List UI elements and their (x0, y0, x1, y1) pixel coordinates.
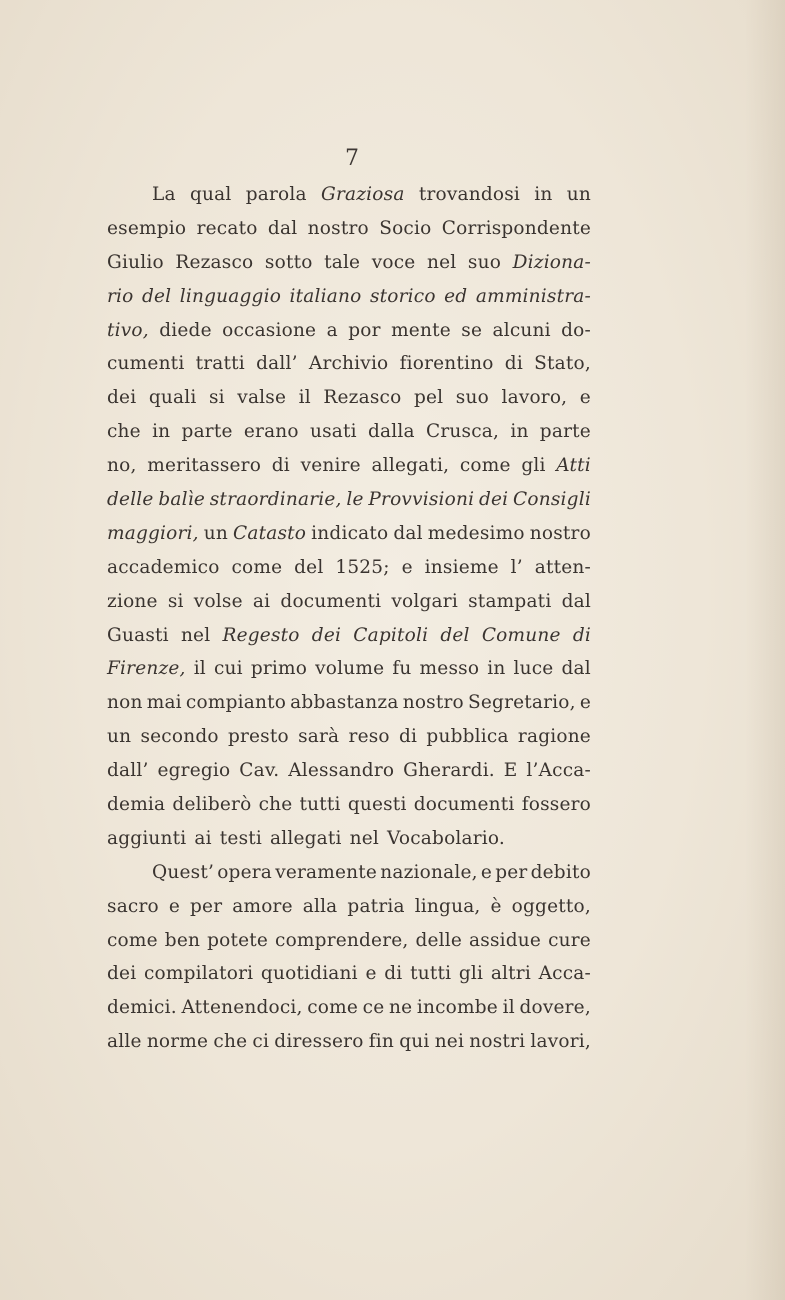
text-line (107, 652, 591, 686)
page-edge-shadow (745, 0, 785, 1300)
word: medesimo (427, 522, 525, 544)
word: ce (362, 997, 385, 1019)
word: nel (180, 624, 211, 646)
word: in (152, 421, 171, 443)
word: Giulio (107, 251, 164, 273)
text-line (107, 957, 591, 991)
word: un (566, 184, 591, 205)
word: voce (371, 251, 416, 273)
word: del (440, 624, 470, 646)
text-line (107, 856, 591, 890)
word: tratti (195, 353, 245, 375)
word: e (168, 895, 181, 917)
word: di (384, 963, 403, 985)
word: si (208, 387, 225, 409)
word: assidue (469, 929, 542, 951)
word: il (193, 658, 206, 680)
word: Graziosa (320, 184, 405, 205)
word: patria (347, 895, 405, 917)
word: tutti (299, 794, 341, 816)
word: alla (302, 895, 338, 917)
word: primo (250, 658, 308, 680)
word: linguaggio (179, 285, 282, 307)
word: l’Acca- (526, 760, 591, 782)
word: del (141, 285, 172, 307)
word: che (213, 1031, 248, 1053)
word: Consigli (513, 489, 591, 511)
word: 1525; (335, 556, 390, 578)
word: esempio (107, 217, 187, 239)
word: e (579, 692, 591, 714)
word: sotto (264, 251, 313, 273)
word: pel (413, 387, 444, 409)
word: se (461, 319, 483, 341)
word: parte (539, 421, 591, 443)
text-line (107, 212, 591, 246)
word: occasione (222, 319, 317, 341)
word: dal (267, 217, 298, 239)
word: in (487, 658, 506, 680)
word: cui (213, 658, 243, 680)
word: il (502, 997, 515, 1019)
word: fin (368, 1031, 395, 1053)
word: abbastanza (290, 692, 399, 714)
word: La (152, 184, 176, 205)
word: veramente (275, 861, 378, 883)
text-line (107, 788, 591, 822)
word: per (495, 861, 528, 883)
word: di (271, 455, 290, 477)
text-line (107, 178, 591, 212)
word: l’ (510, 556, 523, 578)
word: è (490, 895, 502, 917)
word: Rezasco (175, 251, 254, 273)
word: Atti (556, 455, 591, 477)
word: accademico (107, 556, 220, 578)
word: gli (458, 963, 484, 985)
word: nostro (307, 217, 369, 239)
word: recato (196, 217, 258, 239)
word: come (107, 929, 158, 951)
word: del (294, 556, 324, 578)
word: un (107, 726, 132, 748)
word: atten- (534, 556, 591, 578)
word: quotidiani (260, 963, 358, 985)
word: dei (478, 489, 509, 511)
word: dal (561, 590, 591, 612)
word: suo (455, 387, 489, 409)
word: no, (107, 455, 137, 477)
word: parte (181, 421, 233, 443)
word: insieme (424, 556, 499, 578)
text-line (107, 924, 591, 958)
word: stampati (468, 590, 552, 612)
word: Alessandro (288, 760, 395, 782)
word: incombe (416, 997, 498, 1019)
word: Vocabolario. (387, 827, 506, 849)
word: non (107, 692, 143, 714)
text-line (107, 517, 591, 551)
word: indicato (311, 522, 389, 544)
text-line (107, 381, 591, 415)
word: Socio (379, 217, 432, 239)
word: Guasti (107, 624, 169, 646)
word: fossero (521, 794, 591, 816)
word: ai (252, 590, 271, 612)
word: delle (415, 929, 463, 951)
text-line (107, 449, 591, 483)
word: balìe (158, 489, 205, 511)
word: Rezasco (323, 387, 402, 409)
text-line (107, 890, 591, 924)
word: deliberò (172, 794, 252, 816)
word: e (579, 387, 591, 409)
word: allegati (270, 827, 342, 849)
word: a (326, 319, 338, 341)
word: trovandosi (418, 184, 521, 205)
text-line (107, 483, 591, 517)
word: Comune (481, 624, 561, 646)
word: debito (530, 861, 591, 883)
word: do- (561, 319, 591, 341)
word: erano (243, 421, 299, 443)
word: potete (207, 929, 269, 951)
word: dal (561, 658, 591, 680)
word: dei (107, 387, 137, 409)
word: nei (434, 1031, 465, 1053)
word: dovere, (519, 997, 591, 1019)
word: alcuni (492, 319, 551, 341)
text-line (107, 1025, 591, 1059)
word: lavori, (530, 1031, 591, 1053)
word: alle (107, 1031, 142, 1053)
word: ragione (517, 726, 591, 748)
word: Quest’ (152, 861, 215, 883)
word: di (504, 353, 523, 375)
word: dei (311, 624, 342, 646)
word: gli (521, 455, 546, 477)
word: tutti (410, 963, 452, 985)
word: fu (392, 658, 412, 680)
word: diressero (274, 1031, 364, 1053)
word: suo (467, 251, 502, 273)
word: di (399, 726, 418, 748)
word: mente (391, 319, 451, 341)
page-number: 7 (345, 146, 359, 171)
text-line (107, 314, 591, 348)
word: dal (393, 522, 423, 544)
word: valse (237, 387, 287, 409)
word: sarà (298, 726, 340, 748)
word: norme (146, 1031, 209, 1053)
word: in (510, 421, 529, 443)
text-line (107, 246, 591, 280)
word: allegati, (371, 455, 450, 477)
word: un (203, 522, 229, 544)
word: dalla (368, 421, 415, 443)
word: e (480, 861, 493, 883)
word: cumenti (107, 353, 185, 375)
word: come (307, 997, 359, 1019)
word: nel (349, 827, 380, 849)
word: volume (315, 658, 385, 680)
word: fiorentino (399, 353, 494, 375)
text-line (107, 347, 591, 381)
word: tivo, (107, 319, 149, 341)
word: dei (107, 963, 137, 985)
word: maggiori, (107, 522, 199, 544)
word: rio (107, 285, 134, 307)
word: mai (146, 692, 182, 714)
word: cure (548, 929, 591, 951)
word: testi (219, 827, 263, 849)
word: e (365, 963, 377, 985)
word: demia (107, 794, 166, 816)
word: messo (419, 658, 480, 680)
word: Regesto (222, 624, 300, 646)
word: ben (164, 929, 201, 951)
word: volse (193, 590, 243, 612)
word: qui (399, 1031, 430, 1053)
word: compilatori (143, 963, 254, 985)
word: nostro (402, 692, 464, 714)
word: documenti (280, 590, 382, 612)
word: por (348, 319, 381, 341)
word: nostri (469, 1031, 526, 1053)
text-line (107, 619, 591, 653)
word: il (298, 387, 311, 409)
text-line (107, 585, 591, 619)
word: Firenze, (107, 658, 186, 680)
word: Attenendoci, (181, 997, 303, 1019)
word: aggiunti (107, 827, 187, 849)
word: Diziona- (512, 251, 591, 273)
word: straordinarie, (209, 489, 342, 511)
word: e (401, 556, 413, 578)
word: luce (513, 658, 554, 680)
word: Stato, (534, 353, 591, 375)
word: ed (444, 285, 468, 307)
word: Crusca, (426, 421, 500, 443)
word: delle (107, 489, 154, 511)
word: questi (347, 794, 407, 816)
word: ai (194, 827, 212, 849)
word: Cav. (239, 760, 280, 782)
word: compianto (185, 692, 287, 714)
word: parola (245, 184, 307, 205)
word: ci (252, 1031, 270, 1053)
text-line (107, 754, 591, 788)
word: lingua, (414, 895, 481, 917)
word: che (258, 794, 293, 816)
word: oggetto, (511, 895, 591, 917)
word: come (459, 455, 511, 477)
word: in (534, 184, 553, 205)
word: dall’ (256, 353, 298, 375)
word: nazionale, (380, 861, 478, 883)
word: comprendere, (275, 929, 409, 951)
word: documenti (413, 794, 515, 816)
word: demici. (107, 997, 177, 1019)
word: E (503, 760, 518, 782)
text-line (107, 991, 591, 1025)
word: Segretario, (468, 692, 576, 714)
word: Gherardi. (403, 760, 495, 782)
word: le (346, 489, 364, 511)
word: Provvisioni (368, 489, 475, 511)
word: altri (490, 963, 531, 985)
word: diede (159, 319, 212, 341)
word: storico (369, 285, 436, 307)
word: dall’ (107, 760, 149, 782)
word: volgari (391, 590, 458, 612)
word: venire (300, 455, 361, 477)
word: nostro (529, 522, 591, 544)
text-line (107, 551, 591, 585)
word: tale (324, 251, 361, 273)
word: qual (189, 184, 232, 205)
word: egregio (157, 760, 231, 782)
word: reso (348, 726, 390, 748)
body-text (107, 178, 591, 1059)
word: come (231, 556, 283, 578)
text-line (107, 280, 591, 314)
text-line (107, 822, 591, 856)
word: Capitoli (353, 624, 429, 646)
word: usati (309, 421, 357, 443)
word: Acca- (538, 963, 591, 985)
word: pubblica (426, 726, 509, 748)
word: meritassero (147, 455, 262, 477)
word: nel (426, 251, 457, 273)
word: si (167, 590, 184, 612)
text-line (107, 415, 591, 449)
word: amore (232, 895, 293, 917)
word: Corrispondente (441, 217, 591, 239)
word: sacro (107, 895, 159, 917)
word: che (107, 421, 141, 443)
word: secondo (140, 726, 219, 748)
word: amministra- (475, 285, 591, 307)
word: lavoro, (501, 387, 568, 409)
word: ne (389, 997, 413, 1019)
word: italiano (289, 285, 362, 307)
word: per (190, 895, 223, 917)
text-line (107, 720, 591, 754)
word: Archivio (308, 353, 389, 375)
word: Catasto (233, 522, 307, 544)
word: opera (217, 861, 273, 883)
word: presto (227, 726, 289, 748)
word: zione (107, 590, 158, 612)
word: quali (148, 387, 197, 409)
word: di (572, 624, 591, 646)
text-line (107, 686, 591, 720)
